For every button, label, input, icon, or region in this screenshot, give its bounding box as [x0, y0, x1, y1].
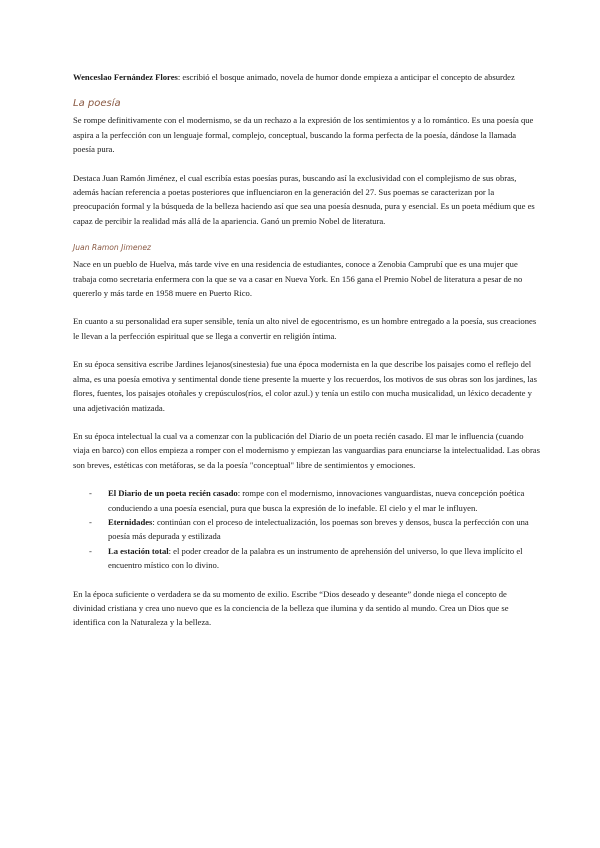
jrj-paragraph-personality: En cuanto a su personalidad era super sensible, tenía un alto nivel de egocentrismo, es un hombre entregado a la poesía, sus creaciones le llevan a la perfección espiritual que se llega a convertir en religión íntima. — [73, 316, 537, 341]
list-item — [73, 486, 540, 515]
list-bullet: - — [89, 516, 92, 527]
poesia-paragraph-1: Se rompe definitivamente con el modernismo, se da un rechazo a la expresión de los sentimientos y a lo romántico. Es una poesía que aspira a la perfección con un lenguaje formal, complejo, conceptual, buscando la forma perfecta de la poesía, dándose la llamada poesía pura. — [73, 115, 534, 155]
work-title: La estación total — [108, 545, 169, 556]
list-item — [73, 544, 540, 573]
heading-la-poesia: La poesía — [73, 98, 121, 110]
list-item — [73, 515, 540, 544]
list-bullet: - — [89, 488, 92, 499]
jrj-paragraph-intellectual-era: En su época intelectual la cual va a comenzar con la publicación del Diario de un poeta recién casado. El mar le influencia (cuando viaja en barco) con ellos empieza a romper con el modernismo y empiezan las vanguardias para enunciarse la intelectualidad. Las obras son breves, estéticas con metáforas, se da la poesía "conceptual" libre de sentimientos y emociones. — [73, 430, 540, 470]
work-title: Eternidades — [108, 516, 153, 527]
work-description: : el poder creador de la palabra es un instrumento de aprehensión del universo, lo que lleva implícito el encuentro místico con lo divino. — [108, 545, 523, 571]
work-description: : continúan con el proceso de intelectualización, los poemas son breves y densos, busca la perfección con una poesía más depurada y estilizada — [108, 516, 529, 542]
list-bullet: - — [89, 545, 92, 556]
work-title: El Diario de un poeta recién casado — [108, 488, 238, 499]
intro-text: : escribió el bosque animado, novela de humor donde empieza a anticipar el concepto de absurdez — [177, 72, 515, 82]
intro-author: Wenceslao Fernández Flores — [73, 72, 178, 82]
intro-paragraph — [73, 70, 540, 84]
jrj-paragraph-exile-era: En la época suficiente o verdadera se da su momento de exilio. Escribe “Dios deseado y deseante” donde niega el concepto de divinidad cristiana y crea uno nuevo que es la conciencia de la belleza que ilumina y da sentido al mundo. Crea un Dios que se identifica con la Naturaleza y la belleza. — [73, 588, 509, 628]
works-list — [73, 486, 540, 572]
work-description: : rompe con el modernismo, innovaciones vanguardistas, nueva concepción poética conduciendo a una poesía esencial, pura que busca la expresión de lo inefable. El cielo y el mar le influyen. — [108, 488, 525, 513]
jrj-paragraph-biography: Nace en un pueblo de Huelva, más tarde vive en una residencia de estudiantes, conoce a Zenobia Camprubí que es una mujer que trabaja como secretaria enfermera con la que se va a casar en Nueva York. En 156 gana el Premio Nobel de literatura a pesar de no quererlo y más tarde en 1958 muere en Puerto Rico. — [73, 259, 523, 299]
poesia-paragraph-2: Destaca Juan Ramón Jiménez, el cual escribía estas poesías puras, buscando así la exclusividad con el complejismo de sus obras, además hacían referencia a poetas posteriores que influenciaron en la generación del 27. Sus poemas se caracterizan por la preocupación formal y la búsqueda de la belleza haciendo así que sea una poesía desnuda, pura y esencial. Es un poeta médium que es capaz de percibir la realidad más allá de la apariencia. Ganó un premio Nobel de literatura. — [73, 172, 535, 226]
heading-juan-ramon-jimenez: Juan Ramon Jimenez — [73, 243, 152, 253]
jrj-paragraph-sensitive-era: En su época sensitiva escribe Jardines lejanos(sinestesia) fue una época modernista en la que describe los paisajes como el reflejo del alma, es una poesía emotiva y sentimental donde tiene presente la muerte y los recuerdos, los motivos de sus obras son los jardines, las flores, fuentes, los paisajes otoñales y crepúsculos(ríos, el color azul.) y tenía un estilo con mucha musicalidad, un léxico decadente y una adjetivación matizada. — [73, 359, 537, 413]
